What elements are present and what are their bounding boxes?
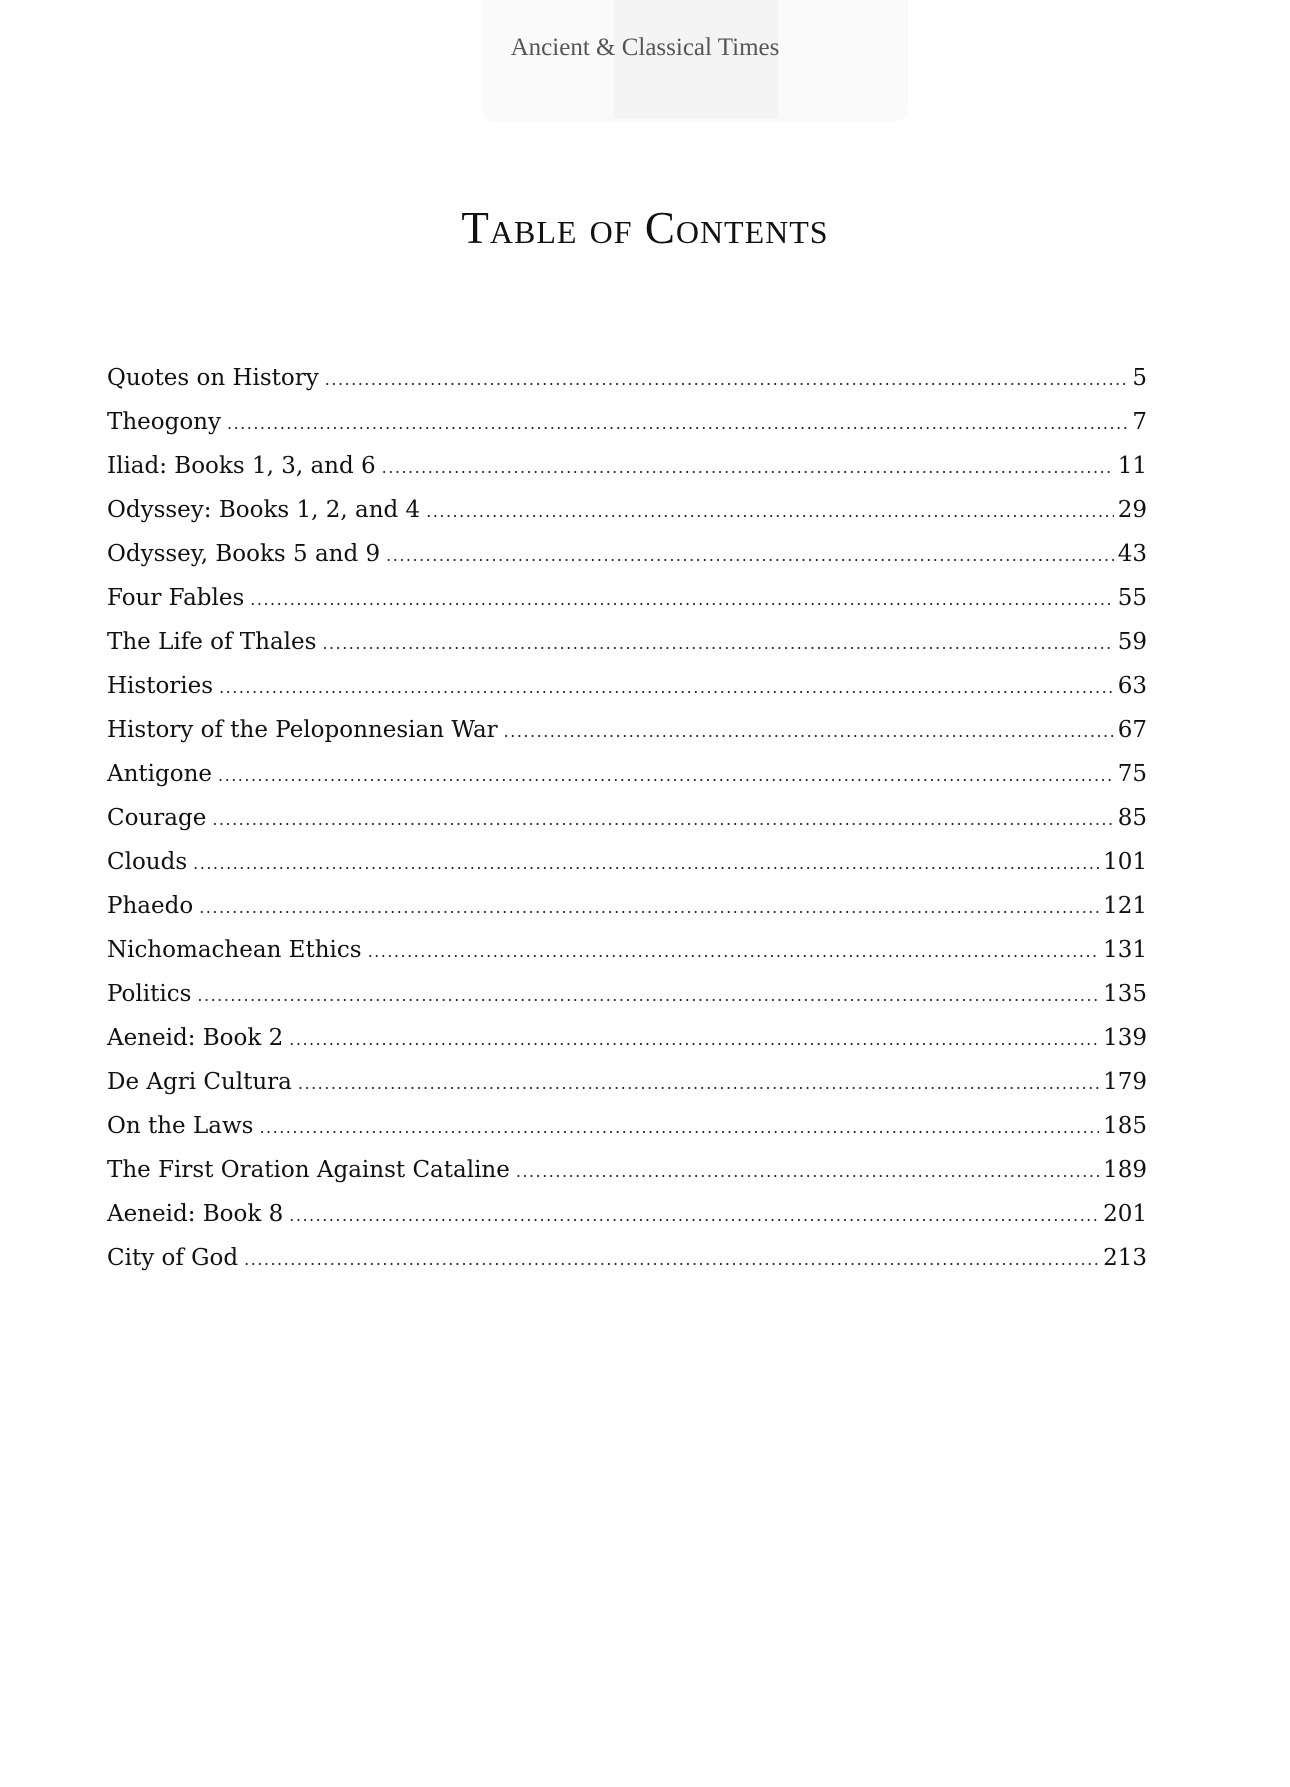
dot-leader: [199, 886, 1099, 930]
toc-entry[interactable]: [107, 1060, 1147, 1104]
toc-entry[interactable]: [107, 356, 1147, 400]
toc-entry-title: Histories: [107, 673, 214, 699]
toc-entry-page: 135: [1103, 981, 1147, 1007]
dot-leader: [197, 974, 1099, 1018]
toc-entry-page: 11: [1117, 453, 1147, 479]
dot-leader: [382, 446, 1114, 490]
toc-entry-page: 55: [1117, 585, 1147, 611]
toc-entry-page: 29: [1117, 497, 1147, 523]
toc-entry-title: Iliad: Books 1, 3, and 6: [107, 453, 376, 479]
toc-entry-title: Aeneid: Book 2: [107, 1025, 284, 1051]
toc-entry[interactable]: [107, 1192, 1147, 1236]
toc-entry-title: Aeneid: Book 8: [107, 1201, 284, 1227]
toc-entry-title: Antigone: [107, 761, 213, 787]
toc-entry-page: 101: [1103, 849, 1147, 875]
toc-entry-page: 131: [1103, 937, 1147, 963]
dot-leader: [516, 1150, 1099, 1194]
toc-entry-title: Nichomachean Ethics: [107, 937, 362, 963]
toc-entry-page: 63: [1117, 673, 1147, 699]
toc-entry[interactable]: [107, 1148, 1147, 1192]
dot-leader: [212, 798, 1113, 842]
toc-entry-page: 59: [1117, 629, 1147, 655]
toc-entry-title: Politics: [107, 981, 192, 1007]
toc-entry-page: 201: [1103, 1201, 1147, 1227]
dot-leader: [386, 534, 1114, 578]
toc-entry[interactable]: [107, 488, 1147, 532]
toc-entry-page: 189: [1103, 1157, 1147, 1183]
toc-entry-page: 75: [1117, 761, 1147, 787]
toc-entry[interactable]: [107, 972, 1147, 1016]
toc-entry-page: 121: [1103, 893, 1147, 919]
toc-entry-title: The First Oration Against Cataline: [107, 1157, 510, 1183]
toc-entry[interactable]: [107, 1236, 1147, 1280]
toc-entry-page: 43: [1117, 541, 1147, 567]
toc-entry[interactable]: [107, 928, 1147, 972]
dot-leader: [289, 1018, 1099, 1062]
toc-entry-title: City of God: [107, 1245, 239, 1271]
toc-entry-title: Theogony: [107, 409, 221, 435]
toc-entry[interactable]: [107, 884, 1147, 928]
toc-entry-page: 5: [1132, 365, 1147, 391]
toc-entry[interactable]: [107, 1016, 1147, 1060]
toc-entry[interactable]: [107, 664, 1147, 708]
toc-entry-page: 185: [1103, 1113, 1147, 1139]
running-header: Ancient & Classical Times: [510, 34, 780, 61]
dot-leader: [504, 710, 1114, 754]
toc-entry-title: Quotes on History: [107, 365, 319, 391]
toc-entry-page: 67: [1117, 717, 1147, 743]
dot-leader: [219, 666, 1114, 710]
dot-leader: [259, 1106, 1099, 1150]
dot-leader: [218, 754, 1114, 798]
dot-leader: [325, 358, 1129, 402]
dot-leader: [227, 402, 1128, 446]
dot-leader: [193, 842, 1099, 886]
toc-entry-title: Clouds: [107, 849, 188, 875]
toc-entry-title: Odyssey, Books 5 and 9: [107, 541, 381, 567]
table-of-contents: [107, 356, 1147, 1280]
toc-entry[interactable]: [107, 620, 1147, 664]
toc-entry[interactable]: [107, 444, 1147, 488]
toc-entry[interactable]: [107, 576, 1147, 620]
toc-entry[interactable]: [107, 840, 1147, 884]
toc-entry[interactable]: [107, 708, 1147, 752]
toc-entry-page: 213: [1103, 1245, 1147, 1271]
dot-leader: [368, 930, 1100, 974]
toc-entry-title: De Agri Cultura: [107, 1069, 292, 1095]
dot-leader: [322, 622, 1113, 666]
dot-leader: [426, 490, 1114, 534]
toc-entry[interactable]: [107, 532, 1147, 576]
toc-entry-title: The Life of Thales: [107, 629, 317, 655]
dot-leader: [298, 1062, 1099, 1106]
toc-entry-page: 139: [1103, 1025, 1147, 1051]
toc-entry-title: History of the Peloponnesian War: [107, 717, 498, 743]
toc-entry-page: 7: [1132, 409, 1147, 435]
dot-leader: [289, 1194, 1099, 1238]
toc-entry-title: Odyssey: Books 1, 2, and 4: [107, 497, 421, 523]
toc-entry[interactable]: [107, 1104, 1147, 1148]
toc-entry-title: On the Laws: [107, 1113, 254, 1139]
toc-entry-title: Four Fables: [107, 585, 245, 611]
dot-leader: [250, 578, 1113, 622]
toc-entry-title: Phaedo: [107, 893, 194, 919]
page-title: Table of Contents: [461, 203, 829, 253]
toc-entry-page: 85: [1117, 805, 1147, 831]
toc-entry-title: Courage: [107, 805, 207, 831]
dot-leader: [244, 1238, 1099, 1282]
toc-entry[interactable]: [107, 796, 1147, 840]
toc-entry[interactable]: [107, 752, 1147, 796]
toc-entry-page: 179: [1103, 1069, 1147, 1095]
toc-entry[interactable]: [107, 400, 1147, 444]
